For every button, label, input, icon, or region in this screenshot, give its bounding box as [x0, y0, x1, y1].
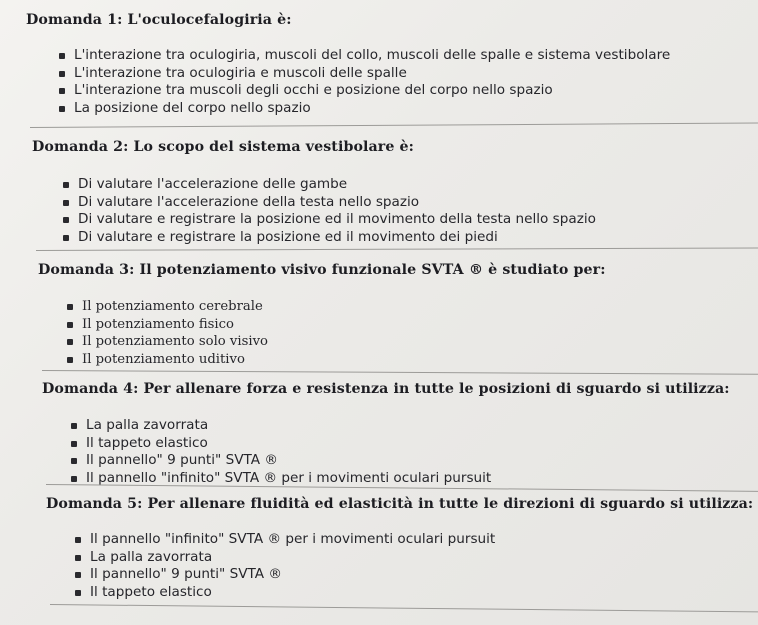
bullet-icon — [75, 537, 81, 543]
bullet-icon — [63, 200, 69, 206]
option-item — [64, 351, 606, 369]
question-3 — [38, 262, 606, 368]
divider — [36, 247, 758, 251]
bullet-icon — [75, 555, 81, 561]
option-text: Di valutare l'accelerazione della testa nello spazio — [78, 193, 420, 210]
option-item — [60, 211, 596, 229]
question-1-title: Domanda 1: L'oculocefalogiria è: — [26, 12, 292, 28]
option-text: L'interazione tra oculogiria, muscoli del collo, muscoli delle spalle e sistema vestibolare — [74, 47, 671, 63]
option-text: Di valutare l'accelerazione delle gambe — [78, 176, 348, 192]
question-4-options — [68, 417, 730, 487]
option-item — [68, 452, 730, 470]
option-item — [72, 584, 753, 602]
question-3-options — [64, 298, 606, 368]
bullet-icon — [59, 106, 65, 112]
option-text: Di valutare e registrare la posizione ed il movimento dei piedi — [78, 228, 498, 245]
option-item — [64, 333, 606, 351]
option-item — [64, 298, 606, 316]
bullet-icon — [71, 476, 77, 482]
question-1 — [26, 12, 670, 117]
option-text: L'interazione tra muscoli degli occhi e posizione del corpo nello spazio — [74, 82, 553, 98]
option-text: Il potenziamento cerebrale — [82, 299, 263, 314]
option-item — [72, 566, 753, 584]
question-5-options — [72, 531, 753, 601]
option-item — [72, 549, 753, 567]
option-text: L'interazione tra oculogiria e muscoli delle spalle — [74, 64, 407, 81]
option-text: Il pannello "infinito" SVTA ® per i movimenti oculari pursuit — [90, 531, 496, 547]
option-item — [60, 176, 596, 194]
bullet-icon — [67, 322, 73, 328]
bullet-icon — [59, 53, 65, 59]
bullet-icon — [67, 339, 73, 345]
question-2 — [32, 139, 596, 246]
option-item — [68, 435, 730, 453]
option-text: Il tappeto elastico — [90, 583, 212, 600]
option-text: Di valutare e registrare la posizione ed il movimento della testa nello spazio — [78, 211, 596, 227]
bullet-icon — [63, 182, 69, 188]
option-item — [68, 417, 730, 435]
option-text: Il potenziamento fisico — [82, 316, 234, 332]
bullet-icon — [71, 458, 77, 464]
question-5 — [46, 496, 753, 601]
option-text: Il pannello "infinito" SVTA ® per i movimenti oculari pursuit — [86, 469, 492, 486]
bullet-icon — [59, 88, 65, 94]
bullet-icon — [75, 590, 81, 596]
option-text: La palla zavorrata — [90, 548, 213, 565]
bullet-icon — [71, 441, 77, 447]
divider — [50, 604, 758, 612]
question-2-title: Domanda 2: Lo scopo del sistema vestibolare è: — [32, 139, 415, 155]
option-text: Il potenziamento uditivo — [82, 351, 245, 367]
option-item — [60, 229, 596, 247]
question-5-title: Domanda 5: Per allenare fluidità ed elasticità in tutte le direzioni di sguardo si utilizza: — [46, 496, 754, 512]
bullet-icon — [63, 217, 69, 223]
question-2-options — [60, 176, 596, 246]
divider — [30, 123, 758, 128]
option-item — [56, 100, 670, 118]
option-item — [56, 65, 670, 83]
option-item — [72, 531, 753, 549]
option-text: Il pannello" 9 punti" SVTA ® — [90, 566, 283, 582]
bullet-icon — [59, 71, 65, 77]
question-4-title: Domanda 4: Per allenare forza e resistenza in tutte le posizioni di sguardo si utilizza: — [42, 381, 730, 397]
question-3-title: Domanda 3: Il potenziamento visivo funzionale SVTA ® è studiato per: — [38, 262, 606, 278]
option-item — [56, 47, 670, 65]
bullet-icon — [67, 357, 73, 363]
bullet-icon — [63, 235, 69, 241]
question-1-options — [56, 47, 670, 117]
option-item — [60, 194, 596, 212]
bullet-icon — [71, 423, 77, 429]
option-item — [56, 82, 670, 100]
option-text: Il potenziamento solo visivo — [82, 334, 268, 349]
divider — [42, 370, 758, 375]
option-text: La posizione del corpo nello spazio — [74, 99, 311, 116]
option-item — [64, 316, 606, 334]
option-text: Il pannello" 9 punti" SVTA ® — [86, 452, 279, 468]
bullet-icon — [67, 304, 73, 310]
bullet-icon — [75, 572, 81, 578]
question-4 — [42, 381, 730, 487]
option-text: Il tappeto elastico — [86, 434, 208, 451]
option-text: La palla zavorrata — [86, 417, 209, 433]
